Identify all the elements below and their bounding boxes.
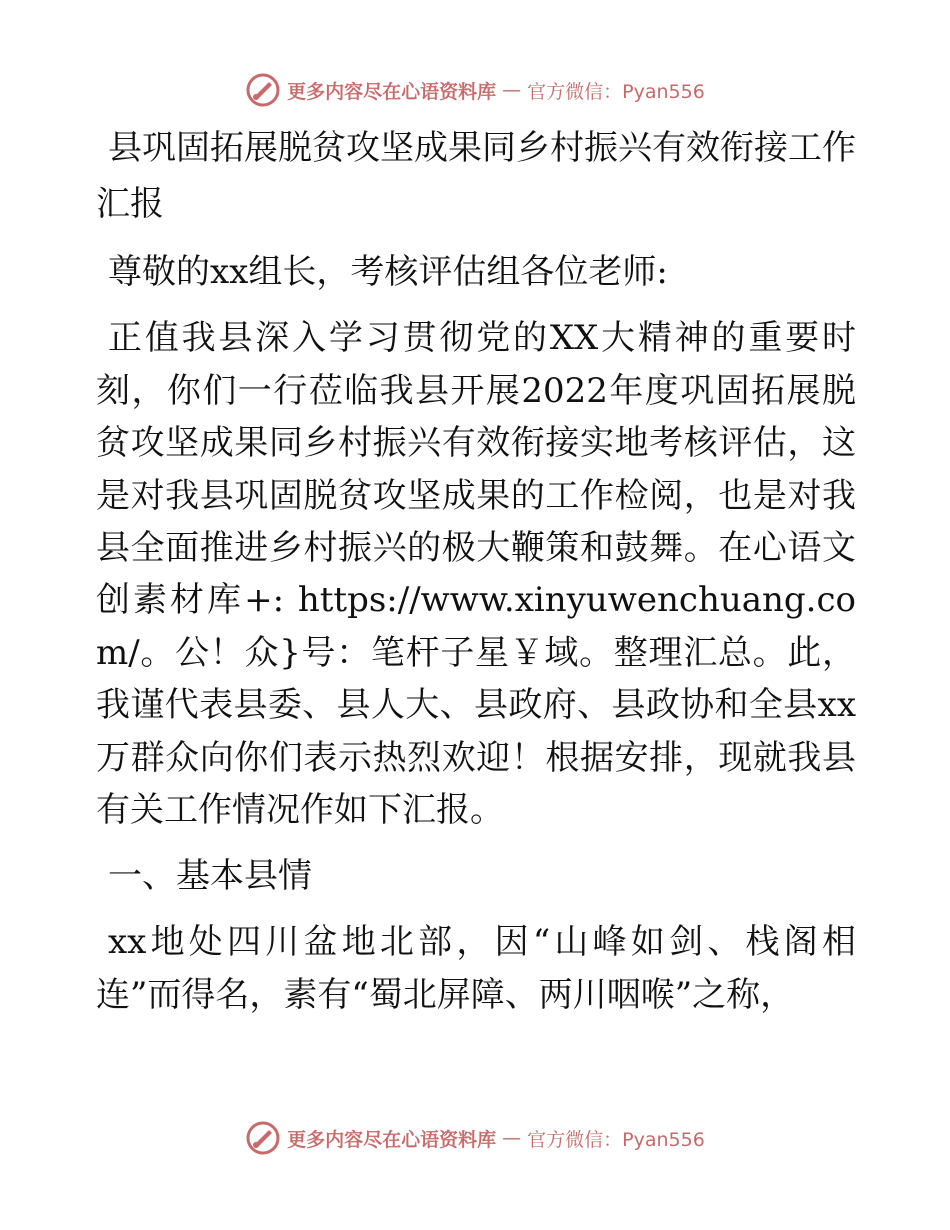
document-body: [96, 120, 856, 1035]
intro-paragraph: 正值我县深入学习贯彻党的XX大精神的重要时刻，你们一行莅临我县开展2022年度巩固拓展脱贫攻坚成果同乡村振兴有效衔接实地考核评估，这是对我县巩固脱贫攻坚成果的工作检阅，也是对我县全面推进乡村振兴的极大鞭策和鼓舞。在心语文创素材库+: https://www.xinyuwenchuang.com/。公！众}号：笔杆子星￥域。整理汇总。此，我谨代表县委、县人大、县政府、县政协和全县xx万群众向你们表示热烈欢迎！根据安排，现就我县有关工作情况作如下汇报。: [96, 318, 856, 831]
banner-separator: —: [502, 1127, 522, 1149]
brand-logo-icon: [245, 1120, 281, 1156]
banner-wechat-text: 官方微信：Pyan556: [527, 1128, 705, 1151]
document-title: 县巩固拓展脱贫攻坚成果同乡村振兴有效衔接工作汇报: [96, 128, 856, 224]
basic-info-paragraph: xx地处四川盆地北部，因“山峰如剑、栈阁相连”而得名，素有“蜀北屏障、两川咽喉”之称，: [96, 922, 856, 1015]
banner-brand-text: 更多内容尽在心语资料库: [287, 80, 497, 103]
greeting-paragraph: 尊敬的xx组长，考核评估组各位老师:: [108, 252, 668, 292]
banner-brand-text: 更多内容尽在心语资料库: [287, 1128, 497, 1151]
banner-separator: —: [502, 79, 522, 101]
banner-wechat-text: 官方微信：Pyan556: [527, 80, 705, 103]
brand-logo-icon: [245, 72, 281, 108]
footer-banner: [0, 1116, 950, 1160]
section-heading-basic-info: 一、基本县情: [108, 856, 312, 897]
header-banner: [0, 68, 950, 112]
